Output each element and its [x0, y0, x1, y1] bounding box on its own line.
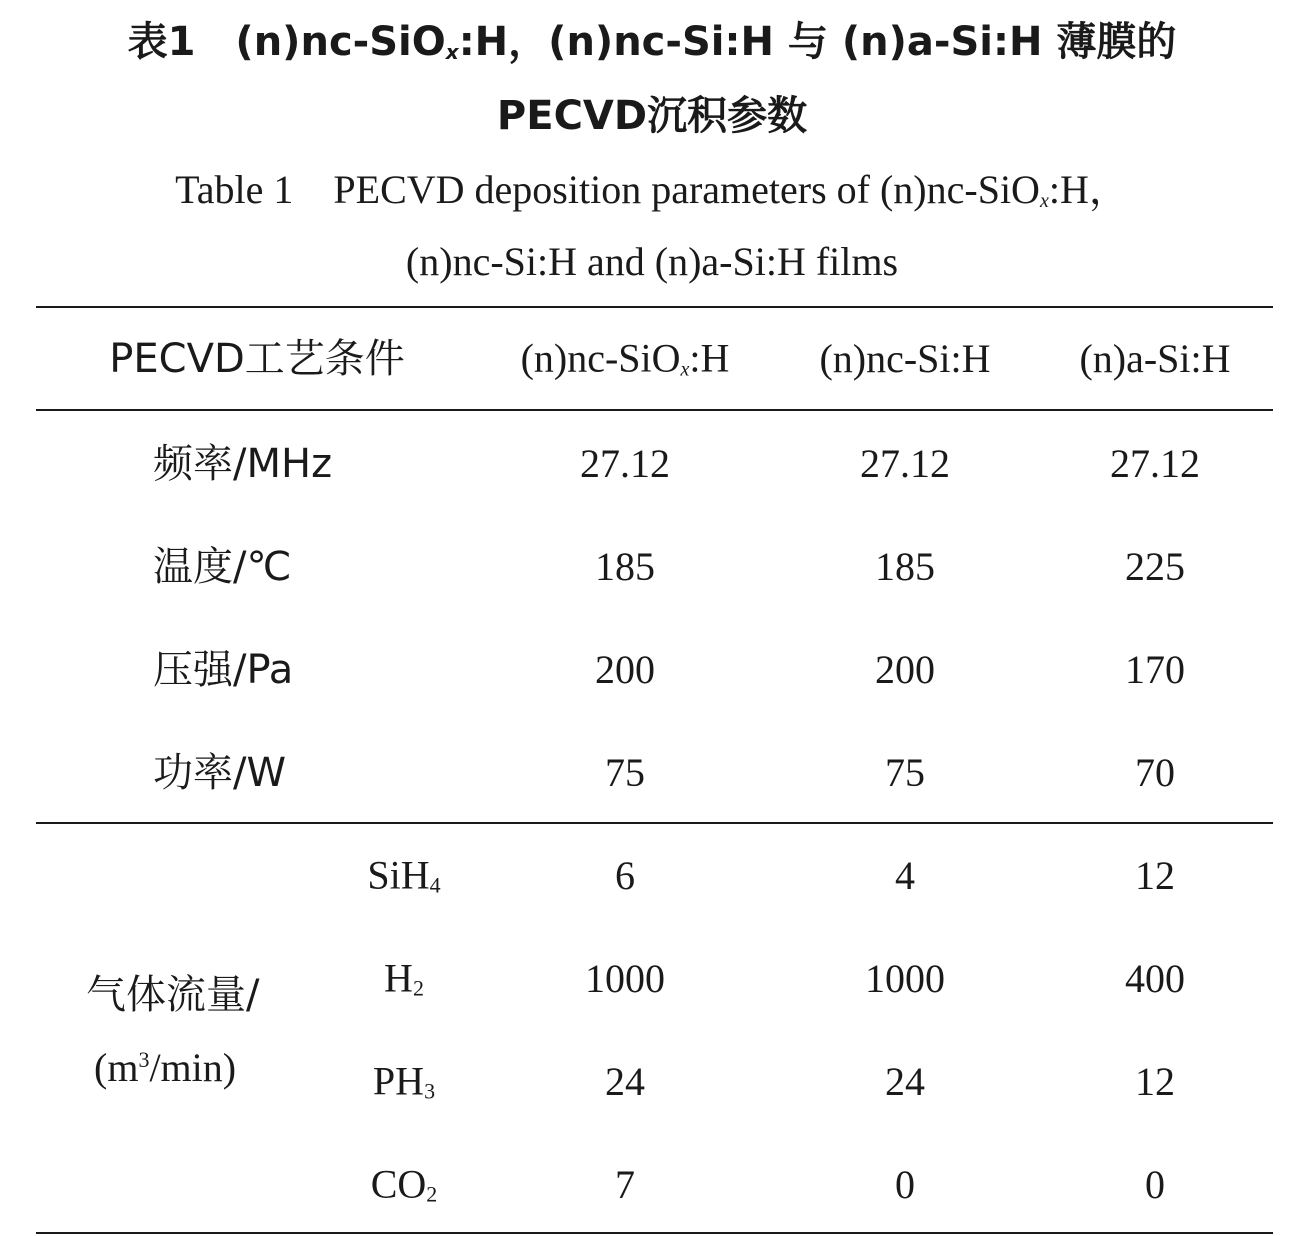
row-value: 185 [875, 544, 935, 589]
row-value: 70 [1135, 750, 1175, 795]
row-label: 压强/Pa [153, 647, 294, 693]
gas-flow-label-line1: 气体流量/ [86, 972, 260, 1018]
gas-value: 24 [885, 1059, 925, 1104]
gas-value: 400 [1125, 956, 1185, 1001]
top-rule [36, 306, 1273, 308]
gas-value: 1000 [865, 956, 945, 1001]
row-value: 27.12 [860, 441, 950, 486]
gas-value: 6 [615, 853, 635, 898]
row-label: 频率/MHz [153, 441, 333, 487]
row-value: 75 [605, 750, 645, 795]
gas-value: 0 [1145, 1162, 1165, 1207]
table-title-cn-line2: PECVD沉积参数 [496, 93, 808, 139]
header-col-nc-si: (n)nc-Si:H [819, 336, 991, 381]
row-value: 170 [1125, 647, 1185, 692]
header-condition: PECVD工艺条件 [109, 336, 405, 382]
row-value: 200 [875, 647, 935, 692]
table-title-en-line1: Table 1 PECVD deposition parameters of (n)nc-SiOx:H， [175, 167, 1129, 212]
header-rule [36, 409, 1273, 411]
row-value: 200 [595, 647, 655, 692]
gas-value: 1000 [585, 956, 665, 1001]
row-value: 185 [595, 544, 655, 589]
header-col-nc-siox: (n)nc-SiOx:H [520, 335, 730, 381]
gas-value: 0 [895, 1162, 915, 1207]
gas-value: 24 [605, 1059, 645, 1104]
group-rule [36, 822, 1273, 824]
table-title-cn-line1: 表1 (n)nc-SiOx:H，(n)nc-Si:H 与 (n)a-Si:H 薄膜的 [127, 19, 1177, 65]
bottom-rule [36, 1232, 1273, 1234]
gas-value: 7 [615, 1162, 635, 1207]
gas-value: 12 [1135, 853, 1175, 898]
gas-name: $CO_2$ [370, 1161, 438, 1207]
gas-name: $PH_3$ [372, 1058, 436, 1104]
row-value: 75 [885, 750, 925, 795]
header-col-a-si: (n)a-Si:H [1079, 336, 1231, 381]
gas-name: SiH$_4$ [367, 852, 441, 898]
gas-name: $H_2$ [384, 955, 424, 1001]
gas-value: 4 [895, 853, 915, 898]
row-value: 27.12 [580, 441, 670, 486]
row-label: 温度/℃ [153, 544, 292, 590]
row-label: 功率/W [153, 750, 287, 796]
row-value: 225 [1125, 544, 1185, 589]
table-title-en-line2: (n)nc-Si:H and (n)a-Si:H films [405, 239, 899, 284]
row-value: 27.12 [1110, 441, 1200, 486]
gas-value: 12 [1135, 1059, 1175, 1104]
gas-flow-label-line2: $(m^3/\min)$ [94, 1045, 237, 1090]
